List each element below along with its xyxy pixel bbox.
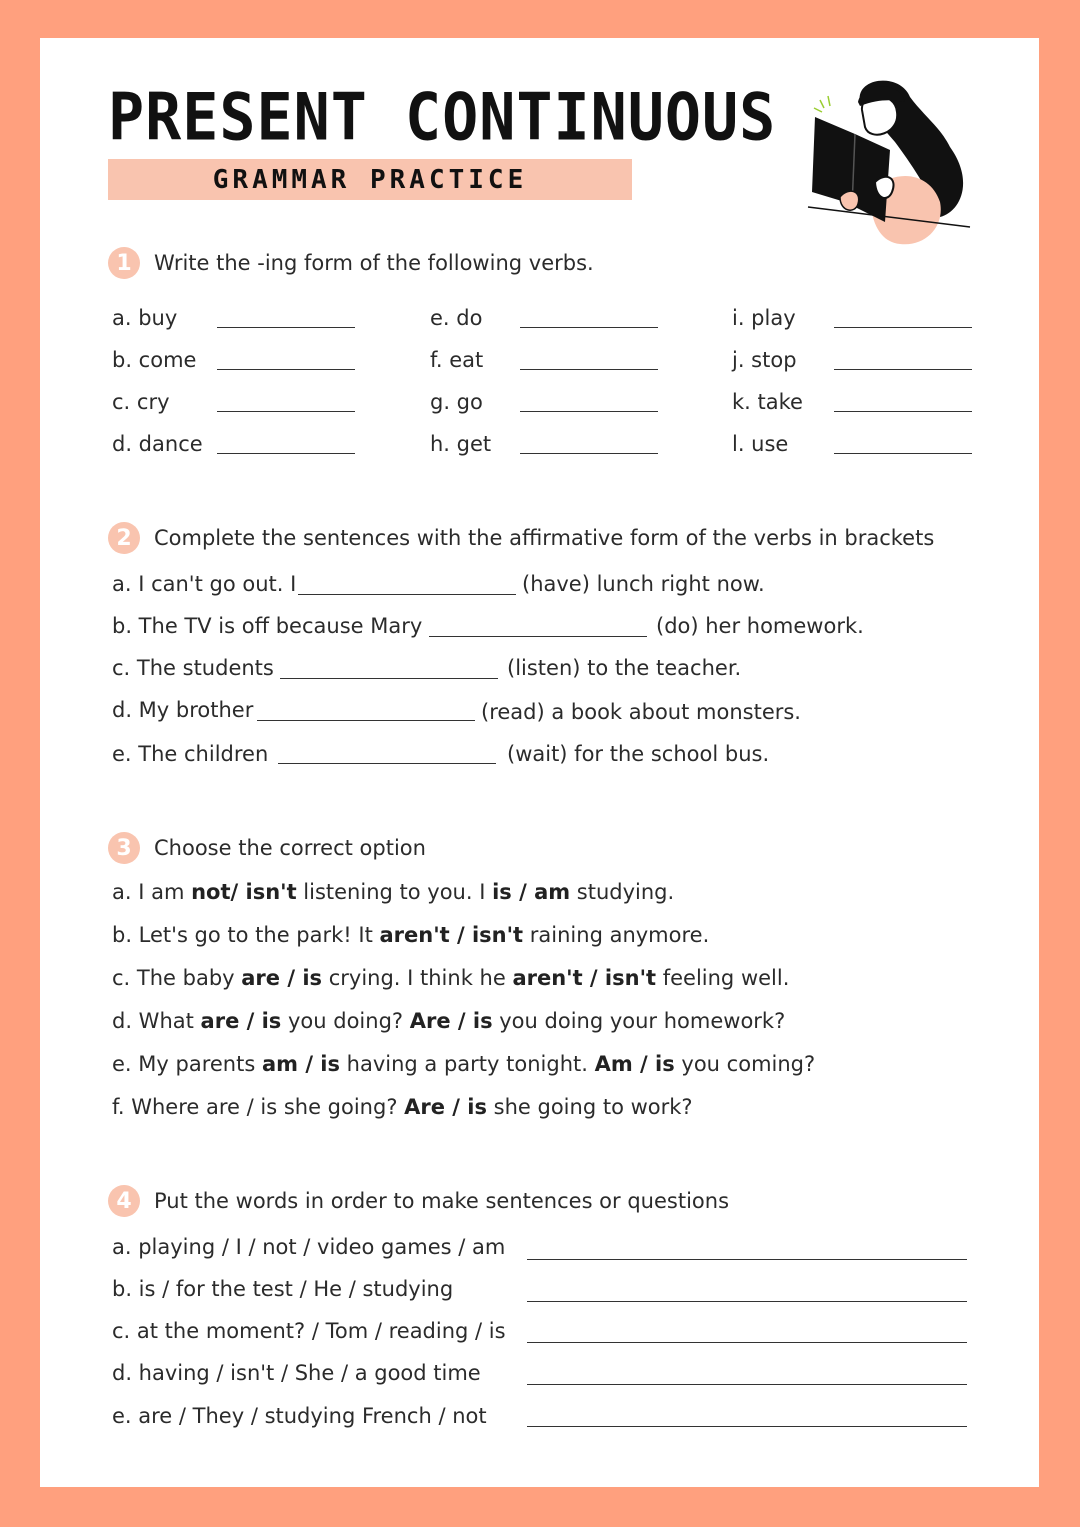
verb-item: j. stop <box>732 348 797 372</box>
word-order-item: c. at the moment? / Tom / reading / is <box>112 1319 506 1343</box>
sentence-end: (listen) to the teacher. <box>507 656 742 680</box>
verb-item: d. dance <box>112 432 203 456</box>
section-instruction: Write the -ing form of the following verbs. <box>154 251 594 275</box>
answer-line[interactable] <box>527 1384 967 1385</box>
section-instruction: Complete the sentences with the affirmative form of the verbs in brackets <box>154 526 935 550</box>
section-instruction: Choose the correct option <box>154 836 426 860</box>
verb-item: e. do <box>430 306 483 330</box>
choice-option[interactable]: are / is <box>200 1009 282 1033</box>
section-4-heading <box>108 1185 729 1217</box>
choice-sentence: e. My parents am / is having a party tonight. Am / is you coming? <box>112 1052 816 1076</box>
answer-line[interactable] <box>527 1426 967 1427</box>
verb-item: a. buy <box>112 306 178 330</box>
page-subtitle: GRAMMAR PRACTICE <box>212 165 528 195</box>
choice-option[interactable]: not/ isn't <box>191 880 297 904</box>
choice-sentence: b. Let's go to the park! It aren't / isn't raining anymore. <box>112 923 710 947</box>
choice-option[interactable]: am / is <box>261 1052 340 1076</box>
answer-line[interactable] <box>298 594 516 595</box>
choice-option[interactable]: is / am <box>492 880 571 904</box>
answer-line[interactable] <box>520 327 658 328</box>
section-number-badge: 2 <box>108 522 140 554</box>
choice-sentence: d. What are / is you doing? Are / is you doing your homework? <box>112 1009 786 1033</box>
answer-line[interactable] <box>217 453 355 454</box>
woman-reading-book-icon <box>800 72 980 252</box>
sentence-start: c. The students <box>112 656 274 680</box>
choice-option[interactable]: aren't / isn't <box>512 966 657 990</box>
choice-sentence: a. I am not/ isn't listening to you. I is / am studying. <box>112 880 675 904</box>
sentence-end: (do) her homework. <box>656 614 864 638</box>
answer-line[interactable] <box>834 411 972 412</box>
answer-line[interactable] <box>527 1301 967 1302</box>
answer-line[interactable] <box>429 636 647 637</box>
verb-item: l. use <box>732 432 789 456</box>
section-number-badge: 1 <box>108 247 140 279</box>
sentence-end: (wait) for the school bus. <box>507 742 770 766</box>
answer-line[interactable] <box>520 453 658 454</box>
sentence-start: b. The TV is off because Mary <box>112 614 423 638</box>
answer-line[interactable] <box>217 411 355 412</box>
verb-item: f. eat <box>430 348 484 372</box>
answer-line[interactable] <box>527 1342 967 1343</box>
sentence-end: (have) lunch right now. <box>522 572 765 596</box>
answer-line[interactable] <box>257 720 475 721</box>
verb-item: g. go <box>430 390 483 414</box>
answer-line[interactable] <box>834 453 972 454</box>
answer-line[interactable] <box>520 411 658 412</box>
answer-line[interactable] <box>217 327 355 328</box>
page-title: PRESENT CONTINUOUS <box>108 80 777 156</box>
answer-line[interactable] <box>280 678 498 679</box>
choice-option[interactable]: Are / is <box>404 1095 487 1119</box>
section-3-heading <box>108 832 426 864</box>
answer-line[interactable] <box>834 327 972 328</box>
section-number-badge: 3 <box>108 832 140 864</box>
sentence-start: e. The children <box>112 742 269 766</box>
choice-option[interactable]: are / is <box>241 966 323 990</box>
verb-item: h. get <box>430 432 492 456</box>
section-2-heading <box>108 522 934 554</box>
section-instruction: Put the words in order to make sentences or questions <box>154 1189 730 1213</box>
sentence-end: (read) a book about monsters. <box>481 700 801 724</box>
verb-item: i. play <box>732 306 796 330</box>
sentence-start: a. I can't go out. I <box>112 572 297 596</box>
verb-item: c. cry <box>112 390 170 414</box>
answer-line[interactable] <box>520 369 658 370</box>
choice-option[interactable]: aren't / isn't <box>379 923 524 947</box>
section-number-badge: 4 <box>108 1185 140 1217</box>
word-order-item: a. playing / I / not / video games / am <box>112 1235 506 1259</box>
answer-line[interactable] <box>217 369 355 370</box>
choice-sentence: c. The baby are / is crying. I think he aren't / isn't feeling well. <box>112 966 790 990</box>
sentence-start: d. My brother <box>112 698 254 722</box>
answer-line[interactable] <box>527 1259 967 1260</box>
choice-sentence: f. Where are / is she going? Are / is she going to work? <box>112 1095 693 1119</box>
answer-line[interactable] <box>278 763 496 764</box>
verb-item: k. take <box>732 390 803 414</box>
choice-option[interactable]: Am / is <box>594 1052 675 1076</box>
word-order-item: d. having / isn't / She / a good time <box>112 1361 481 1385</box>
word-order-item: b. is / for the test / He / studying <box>112 1277 454 1301</box>
word-order-item: e. are / They / studying French / not <box>112 1404 487 1428</box>
answer-line[interactable] <box>834 369 972 370</box>
verb-item: b. come <box>112 348 197 372</box>
choice-option[interactable]: Are / is <box>409 1009 493 1033</box>
section-1-heading <box>108 247 594 279</box>
